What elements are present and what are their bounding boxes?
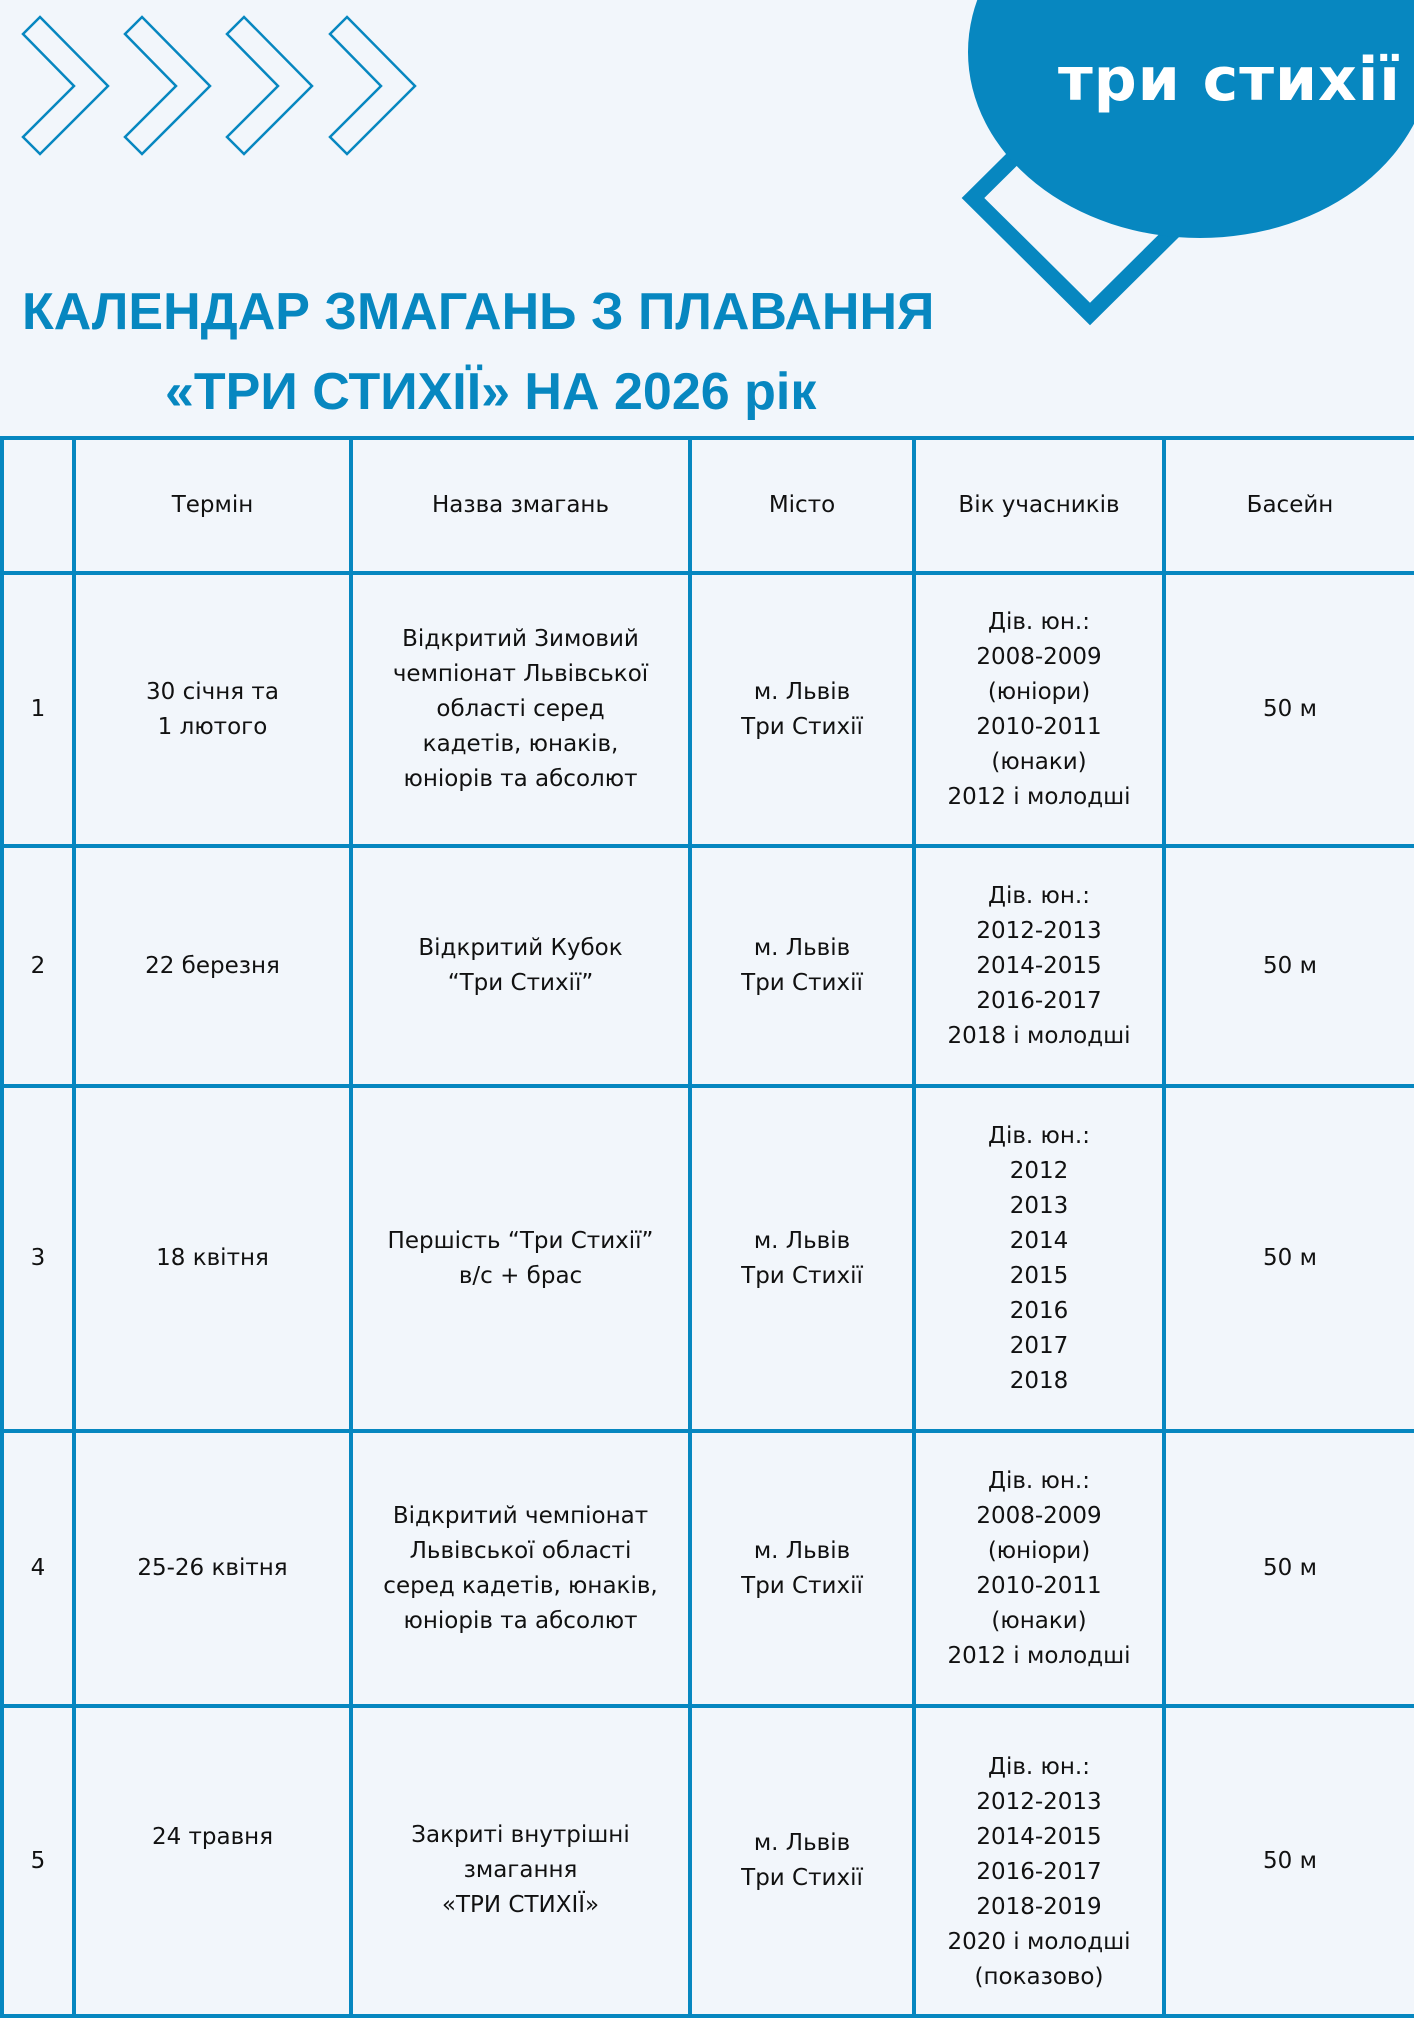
title-line-2: «ТРИ СТИХІЇ» НА 2026 рік: [165, 363, 817, 421]
row-pool: 50 м: [1164, 1431, 1414, 1706]
name-line: Відкритий Зимовий: [402, 626, 639, 652]
logo-wordmark: три стихії: [1058, 45, 1401, 115]
age-line: Дів. юн.:: [988, 882, 1090, 909]
name-line: в/с + брас: [458, 1262, 583, 1289]
age-line: 2014-2015: [976, 1824, 1102, 1850]
venue-line: Три Стихії: [741, 970, 863, 996]
age-line: Дів. юн.:: [988, 1122, 1090, 1149]
row-number: 4: [2, 1431, 74, 1706]
date-line: 25-26 квітня: [137, 1555, 288, 1581]
date-line: 1 лютого: [157, 713, 268, 740]
age-line: 2010-2011: [976, 1572, 1102, 1599]
name-line: чемпіонат Львівської: [392, 661, 649, 687]
row-competition-name: [351, 1706, 690, 2016]
age-line: 2012 і молодші: [947, 1642, 1131, 1669]
age-line: 2018 і молодші: [947, 1022, 1131, 1049]
table-row: [2, 1086, 1414, 1431]
title-line-1: КАЛЕНДАР ЗМАГАНЬ З ПЛАВАННЯ: [22, 283, 935, 341]
age-line: (юніори): [987, 678, 1091, 705]
age-line: (юнаки): [991, 748, 1087, 775]
competition-calendar-table: [0, 436, 1414, 2018]
name-line: Відкритий Кубок: [418, 935, 623, 961]
age-line: (юніори): [987, 1537, 1091, 1564]
age-line: 2016-2017: [976, 1859, 1102, 1885]
name-line: юніорів та абсолют: [403, 1607, 638, 1634]
row-city: [690, 1706, 914, 2016]
city-line: м. Львів: [753, 935, 851, 961]
age-line: (юнаки): [991, 1607, 1087, 1634]
row-number: 5: [2, 1706, 74, 2016]
age-line: 2010-2011: [976, 713, 1102, 740]
age-line: 2015: [1009, 1262, 1069, 1289]
row-date: [74, 1431, 351, 1706]
date-line: 30 січня та: [146, 678, 279, 705]
date-line: 22 березня: [145, 952, 280, 979]
age-line: Дів. юн.:: [988, 1467, 1090, 1494]
row-city: [690, 1086, 914, 1431]
age-line: 2014: [1009, 1227, 1069, 1254]
name-line: “Три Стихії”: [447, 970, 594, 996]
date-line: 24 травня: [151, 1824, 274, 1850]
header-pool: Басейн: [1164, 438, 1414, 573]
venue-line: Три Стихії: [741, 1572, 863, 1599]
age-line: 2013: [1009, 1192, 1069, 1219]
row-date: [74, 846, 351, 1086]
city-line: м. Львів: [753, 1537, 851, 1564]
age-line: 2008-2009: [976, 1502, 1102, 1529]
row-city: [690, 1431, 914, 1706]
name-line: змагання: [463, 1857, 578, 1883]
row-competition-name: [351, 1086, 690, 1431]
row-date: [74, 1086, 351, 1431]
table-row: [2, 846, 1414, 1086]
row-city: [690, 846, 914, 1086]
row-participant-age: [914, 1706, 1164, 2016]
row-competition-name: [351, 846, 690, 1086]
age-line: 2012-2013: [976, 1789, 1102, 1815]
name-line: області серед: [436, 696, 605, 722]
row-pool: 50 м: [1164, 1086, 1414, 1431]
age-line: Дів. юн.:: [988, 608, 1090, 635]
row-competition-name: [351, 1431, 690, 1706]
header-participant-age: Вік учасників: [914, 438, 1164, 573]
row-city: [690, 573, 914, 846]
row-participant-age: [914, 846, 1164, 1086]
row-number: 1: [2, 573, 74, 846]
name-line: Львівської області: [409, 1537, 632, 1564]
city-line: м. Львів: [753, 1227, 851, 1254]
row-pool: 50 м: [1164, 1706, 1414, 2016]
row-number: 2: [2, 846, 74, 1086]
venue-line: Три Стихії: [741, 713, 863, 740]
row-participant-age: [914, 1086, 1164, 1431]
header-competition-name: Назва змагань: [351, 438, 690, 573]
header-date: Термін: [74, 438, 351, 573]
row-date: [74, 1706, 351, 2016]
row-pool: 50 м: [1164, 846, 1414, 1086]
age-line: 2016: [1009, 1297, 1069, 1324]
name-line: юніорів та абсолют: [403, 766, 638, 792]
row-competition-name: [351, 573, 690, 846]
name-line: «ТРИ СТИХІЇ»: [441, 1892, 600, 1918]
age-line: Дів. юн.:: [988, 1754, 1090, 1780]
page-title: [0, 272, 1040, 432]
age-line: 2012-2013: [976, 917, 1102, 944]
age-line: 2016-2017: [976, 987, 1102, 1014]
age-line: (показово): [974, 1964, 1104, 1990]
city-line: м. Львів: [753, 1830, 851, 1856]
name-line: серед кадетів, юнаків,: [383, 1572, 658, 1599]
table-header-row: [2, 438, 1414, 573]
table-row: [2, 573, 1414, 846]
row-pool: 50 м: [1164, 573, 1414, 846]
age-line: 2018-2019: [976, 1894, 1102, 1920]
row-participant-age: [914, 1431, 1164, 1706]
age-line: 2012: [1009, 1157, 1069, 1184]
table-row: [2, 1706, 1414, 2016]
venue-line: Три Стихії: [741, 1262, 863, 1289]
age-line: 2012 і молодші: [947, 783, 1131, 810]
row-number: 3: [2, 1086, 74, 1431]
row-date: [74, 573, 351, 846]
row-participant-age: [914, 573, 1164, 846]
age-line: 2020 і молодші: [947, 1929, 1131, 1955]
header-number: [2, 438, 74, 573]
age-line: 2008-2009: [976, 643, 1102, 670]
age-line: 2014-2015: [976, 952, 1102, 979]
city-line: м. Львів: [753, 678, 851, 705]
header-city: Місто: [690, 438, 914, 573]
chevron-arrows-decoration: [0, 0, 440, 170]
age-line: 2017: [1009, 1332, 1069, 1359]
age-line: 2018: [1009, 1367, 1069, 1394]
venue-line: Три Стихії: [741, 1865, 863, 1891]
table-row: [2, 1431, 1414, 1706]
name-line: Першість “Три Стихії”: [387, 1227, 654, 1254]
name-line: Закриті внутрішні: [411, 1822, 630, 1848]
date-line: 18 квітня: [156, 1245, 269, 1271]
name-line: кадетів, юнаків,: [422, 731, 619, 757]
name-line: Відкритий чемпіонат: [392, 1502, 649, 1529]
